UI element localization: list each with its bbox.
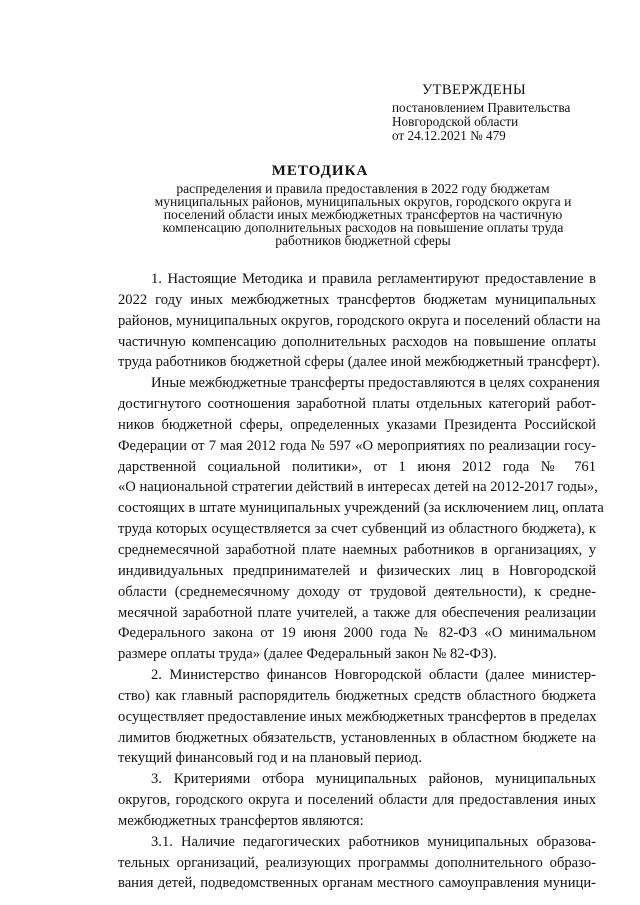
approval-line: Новгородской области — [392, 114, 519, 129]
approval-heading: УТВЕРЖДЕНЫ — [422, 82, 527, 98]
paragraph-line: Федерального закона от 19 июня 2000 года № 82-ФЗ «О минимальном — [118, 625, 596, 642]
body-paragraph — [118, 373, 604, 665]
paragraph-line: лимитов бюджетных обязательств, установленных в областном бюджете на — [118, 729, 596, 746]
document-title: МЕТОДИКА — [271, 163, 369, 179]
paragraph-line: индивидуальных предпринимателей и физических лиц в Новгородской — [118, 562, 596, 579]
paragraph-line: дарственной социальной политики», от 1 июня 2012 года № 761 — [118, 458, 596, 475]
approval-block — [392, 83, 622, 143]
paragraph-line: среднемесячной заработной плате наемных работников в организациях, у — [118, 541, 596, 558]
paragraph-line: месячной заработной плате учителей, а также для обеспечения реализации — [118, 604, 596, 621]
paragraph-line: 1. Настоящие Методика и правила регламентируют предоставление в — [151, 271, 596, 287]
paragraph-line: достигнутого соотношения заработной платы отдельных категорий работ- — [118, 396, 596, 413]
paragraph-line: труда работников бюджетной сферы (далее иной межбюджетный трансферт). — [118, 354, 601, 371]
paragraph-line: 2. Министерство финансов Новгородской области (далее министер- — [151, 667, 596, 684]
approval-line: постановлением Правительства — [392, 100, 571, 115]
paragraph-line: состоящих в штате муниципальных учреждений (за исключением лиц, оплата — [118, 500, 604, 517]
subtitle-line: поселений области иных межбюджетных трансфертов на частичную — [163, 207, 563, 222]
paragraph-line: округов, городского округа и поселений области для предоставления иных — [118, 792, 596, 809]
paragraph-line: 3.1. Наличие педагогических работников муниципальных образова- — [151, 833, 596, 850]
body-paragraph — [118, 665, 596, 769]
paragraph-line: «О национальной стратегии действий в интересах детей на 2012-2017 годы», — [118, 479, 598, 496]
paragraph-line: Иные межбюджетные трансферты предоставляются в целях сохранения — [151, 375, 600, 392]
body-paragraph — [118, 269, 601, 373]
subtitle-line: работников бюджетной сферы — [275, 233, 451, 248]
paragraph-line: области (среднемесячному доходу от трудовой деятельности), к средне- — [118, 583, 596, 600]
subtitle-line: муниципальных районов, муниципальных округов, городского округа и — [154, 194, 572, 209]
body-paragraph — [118, 769, 596, 832]
paragraph-line: осуществляет предоставление иных межбюджетных трансфертов в пределах — [118, 708, 597, 725]
approval-line: от 24.12.2021 № 479 — [392, 128, 506, 143]
subtitle-line: компенсацию дополнительных расходов на повышение оплаты труда — [162, 220, 564, 235]
paragraph-line: вания детей, подведомственных органам местного самоуправления муници- — [118, 875, 596, 892]
paragraph-line: размере оплаты труда» (далее Федеральный закон № 82-ФЗ). — [118, 646, 497, 663]
paragraph-line: тельных организаций, реализующих программы дополнительного образо- — [118, 854, 596, 871]
paragraph-line: ников бюджетной сферы, определенных указами Президента Российской — [118, 416, 596, 433]
paragraph-line: частичную компенсацию дополнительных расходов на повышение оплаты — [118, 333, 596, 350]
paragraph-line: ство) как главный распорядитель бюджетных средств областного бюджета — [118, 687, 596, 704]
paragraph-line: труда которых осуществляется за счет субвенций из областного бюджета), к — [118, 521, 596, 538]
paragraph-line: 2022 году иных межбюджетных трансфертов бюджетам муниципальных — [118, 291, 596, 308]
subtitle-line: распределения и правила предоставления в 2022 году бюджетам — [176, 181, 550, 196]
document-subtitle — [118, 182, 608, 247]
paragraph-line: районов, муниципальных округов, городского округа и поселений области на — [118, 312, 601, 329]
paragraph-line: межбюджетных трансфертов являются: — [118, 812, 364, 829]
paragraph-line: текущий финансовый год и на плановый период. — [118, 750, 422, 767]
paragraph-line: 3. Критериями отбора муниципальных районов, муниципальных — [151, 771, 596, 788]
body-paragraph — [118, 832, 596, 895]
paragraph-line: Федерации от 7 мая 2012 года № 597 «О мероприятиях по реализации госу- — [118, 437, 596, 454]
document-body — [118, 269, 604, 894]
